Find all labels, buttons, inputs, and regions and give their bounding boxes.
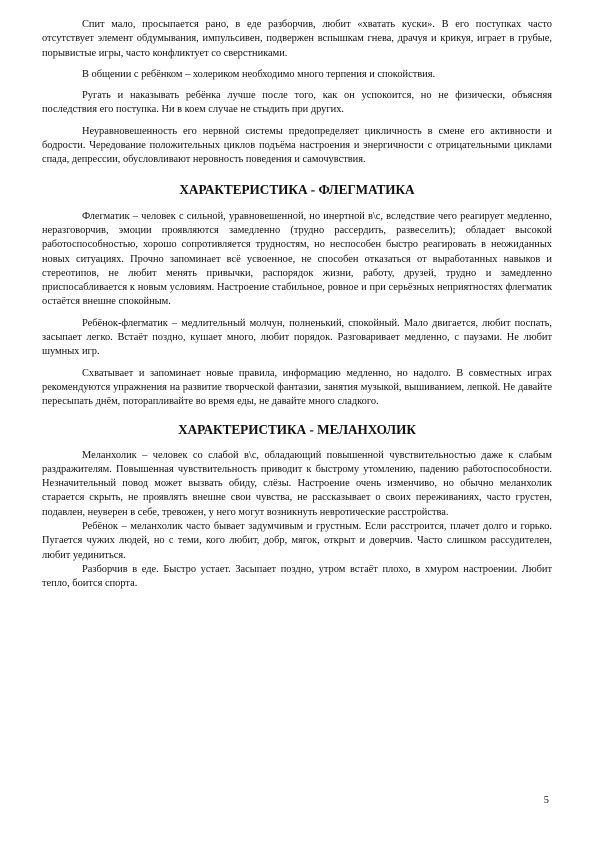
paragraph-phlegmatic-child: Ребёнок-флегматик – медлительный молчун, полненький, спокойный. Мало двигается, любит поспать, засыпает легко. Встаёт поздно, кушает много, любит порядок. Разговаривает медленно, с паузами. Не любит шумных игр.: [42, 317, 552, 358]
paragraph-melancholic-definition: Меланхолик – человек со слабой в\с, обладающий повышенной чувствительностью даже к слабым раздражителям. Повышенная чувствительность приводит к быстрому утомлению, падению работоспособности. Незначительный повод может вызвать обиду, слёзы. Настроение очень изменчиво, но обычно меланхолик старается скрыть, не проявлять внешне свои чувства, не рассказывает о своих переживаниях, часто грустен, подавлен, неуверен в себе, тревожен, у него могут возникнуть невротические расстройства.: [42, 449, 552, 518]
paragraph-imbalance: Неуравновешенность его нервной системы предопределяет цикличность в смене его активности и бодрости. Чередование положительных циклов подъёма настроения и энергичности с отрицательными циклами спада, депрессии, обусловливают неровность поведения и самочувствия.: [42, 125, 552, 166]
paragraph-phlegmatic-definition: Флегматик – человек с сильной, уравновешенной, но инертной в\с, вследствие чего реагирует медленно, неразговорчив, эмоции проявляются замедленно (трудно рассердить, развеселить); обладает высокой работоспособностью, хорошо сопротивляется трудностям, но неспособен быстро реагировать в неожиданных новых ситуациях. Прочно запоминает всё усвоенное, не способен отказаться от выработанных навыков и стереотипов, не любит менять привычки, распорядок жизни, работу, друзей, трудно и замедленно приспосабливается к новым условиям. Настроение стабильное, ровное и при серьёзных неприятностях флегматик остаётся внешне спокойным.: [42, 210, 552, 308]
heading-melancholic: ХАРАКТЕРИСТИКА - МЕЛАНХОЛИК: [178, 421, 416, 437]
paragraph-phlegmatic-advice: Схватывает и запоминает новые правила, информацию медленно, но надолго. В совместных играх рекомендуются упражнения на развитие творческой фантазии, занятия музыкой, вышиванием, лепкой. Не давайте пересыпать днём, поторапливайте во время еды, не давайте много сладкого.: [42, 367, 552, 408]
page-number: 5: [543, 795, 549, 806]
paragraph-patience: В общении с ребёнком – холериком необходимо много терпения и спокойствия.: [82, 68, 436, 80]
heading-phlegmatic: ХАРАКТЕРИСТИКА - ФЛЕГМАТИКА: [179, 181, 415, 197]
paragraph-melancholic-child: Ребёнок – меланхолик часто бывает задумчивым и грустным. Если расстроится, плачет долго и горько. Пугается чужих людей, но с теми, кого любит, добр, мягок, открыт и доверчив. Часто слишком рассудителен, любит уединиться.: [42, 521, 552, 561]
paragraph-melancholic-habits: Разборчив в еде. Быстро устает. Засыпает поздно, утром встаёт плохо, в хмуром настроении. Любит тепло, боится спорта.: [42, 563, 552, 590]
paragraph-sleep: Спит мало, просыпается рано, в еде разборчив, любит «хватать куски». В его поступках часто отсутствует элемент обдумывания, импульсивен, подвержен вспышкам гнева, драчуя и крикуя, играет в грубые, порывистые игры, часто конфликтует со сверстниками.: [42, 19, 552, 59]
paragraph-punishment: Ругать и наказывать ребёнка лучше после того, как он успокоится, но не физически, объясняя последствия его поступка. Ни в коем случае не стыдить при других.: [42, 90, 552, 116]
